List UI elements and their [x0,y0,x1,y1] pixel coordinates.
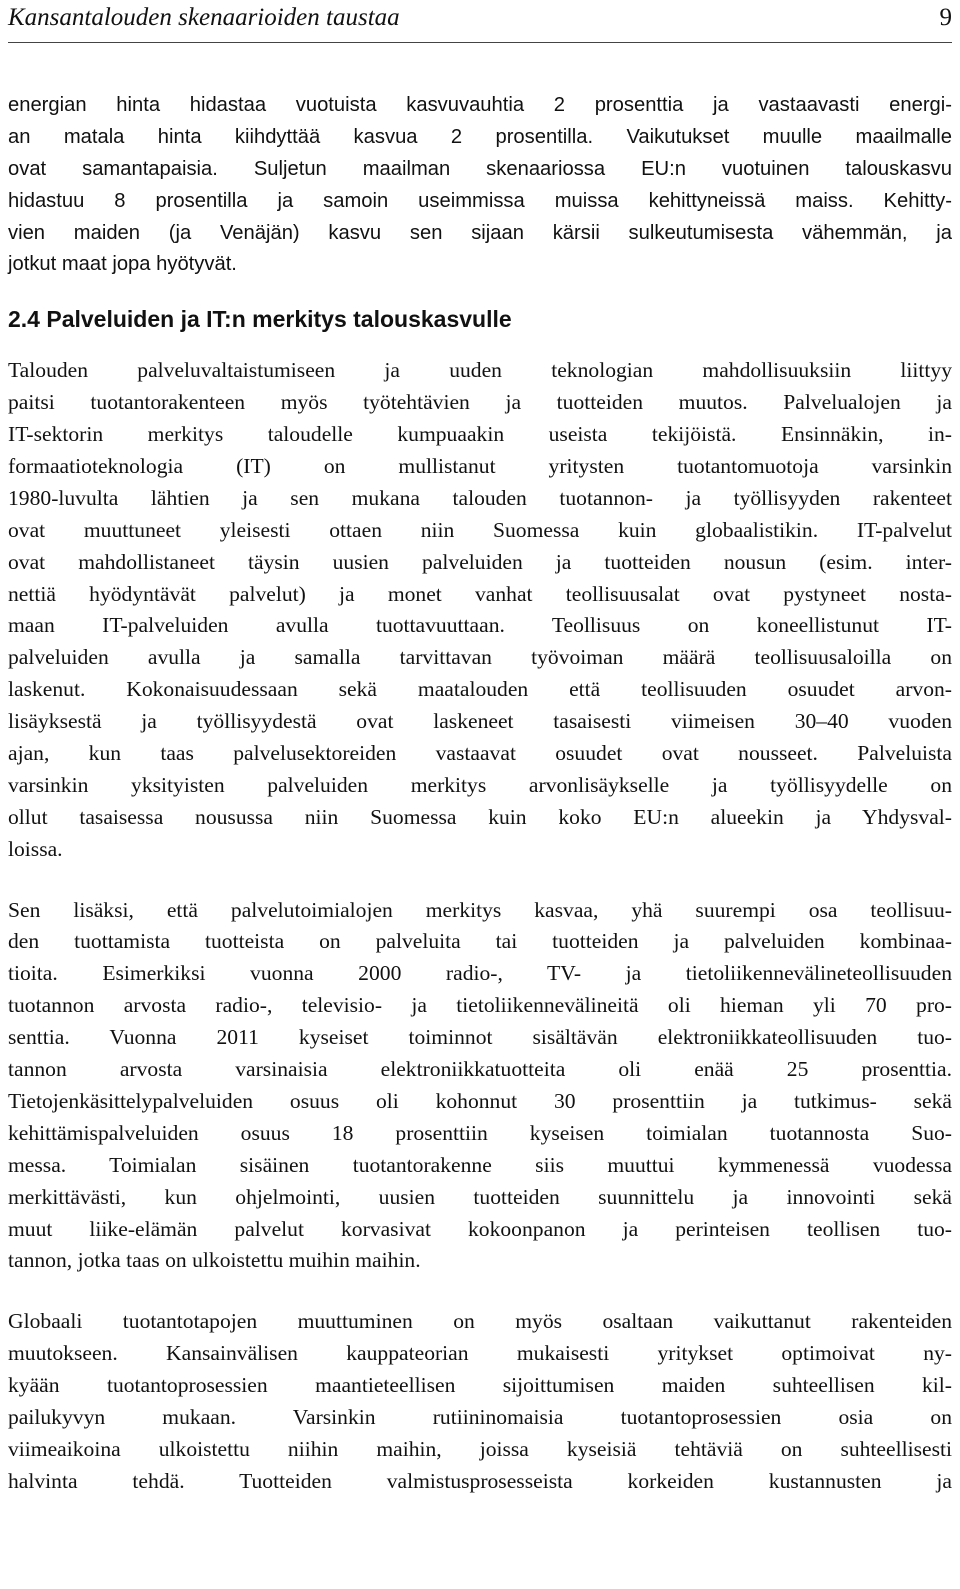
paragraph-service-products [8,895,952,1278]
running-header [8,0,952,36]
text-line: Tietojenkäsittelypalveluiden osuus oli kohonnut 30 prosenttiin ja tutkimus- sekä [8,1088,952,1113]
page-body [8,90,952,1498]
text-line: ovat samantapaisia. Suljetun maailman skenaariossa EU:n vuotuinen talouskasvu [8,157,952,180]
text-line: 1980-luvulta lähtien ja sen mukana talouden tuotannon- ja työllisyyden rakenteet [8,485,952,510]
text-line: IT-sektorin merkitys taloudelle kumpuaakin useista tekijöistä. Ensinnäkin, in- [8,422,952,447]
text-line: paitsi tuotantorakenteen myös työtehtävien ja tuotteiden muutos. Palvelualojen ja [8,390,952,415]
running-title: Kansantalouden skenaarioiden taustaa [8,4,400,31]
text-line: laskenut. Kokonaisuudessaan sekä maatalouden että teollisuuden osuudet arvon- [8,677,952,702]
text-line: tioita. Esimerkiksi vuonna 2000 radio-, TV- ja tietoliikennevälineteollisuuden [8,961,952,986]
text-line: kehittämispalveluiden osuus 18 prosenttiin kyseisen toimialan tuotannosta Suo- [8,1120,952,1145]
text-line: pailukyvyn mukaan. Varsinkin rutiininomaisia tuotantoprosessien osia on [8,1404,952,1429]
text-line: formaatioteknologia (IT) on mullistanut yritysten tuotantomuotoja varsinkin [8,454,952,479]
text-line: tannon arvosta varsinaisia elektroniikkatuotteita oli enää 25 prosenttia. [8,1057,952,1082]
text-line: tuotannon arvosta radio-, televisio- ja tietoliikennevälineitä oli hieman yli 70 pro- [8,993,952,1018]
header-rule [8,42,952,43]
text-line: jotkut maat jopa hyötyvät. [8,253,237,276]
text-line: Globaali tuotantotapojen muuttuminen on myös osaltaan vaikuttanut rakenteiden [8,1309,952,1334]
text-line: messa. Toimialan sisäinen tuotantorakenne siis muuttui kymmenessä vuodessa [8,1152,952,1177]
text-line: Talouden palveluvaltaistumiseen ja uuden teknologian mahdollisuuksiin liittyy [8,358,952,383]
paragraph-global-production [8,1306,952,1497]
paragraph-it-services [8,355,952,865]
text-line: loissa. [8,836,63,861]
text-line: halvinta tehdä. Tuotteiden valmistusprosesseista korkeiden kustannusten ja [8,1468,952,1493]
text-line: varsinkin yksityisten palveluiden merkitys arvonlisäykselle ja työllisyydelle on [8,772,952,797]
text-line: ollut tasaisessa nousussa niin Suomessa kuin koko EU:n alueekin ja Yhdysval- [8,804,952,829]
text-line: ajan, kun taas palvelusektoreiden vastaavat osuudet ovat nousseet. Palveluista [8,741,952,766]
page-number: 9 [939,4,952,31]
text-line: merkittävästi, kun ohjelmointi, uusien tuotteiden suunnittelu ja innovointi sekä [8,1184,952,1209]
text-line: hidastuu 8 prosentilla ja samoin useimmissa muissa kehittyneissä maiss. Kehitty- [8,189,952,212]
text-line: muutokseen. Kansainvälisen kauppateorian mukaisesti yritykset optimoivat ny- [8,1341,952,1366]
text-line: muut liike-elämän palvelut korvasivat kokoonpanon ja perinteisen teollisen tuo- [8,1216,952,1241]
text-line: senttia. Vuonna 2011 kyseiset toiminnot sisältävän elektroniikkateollisuuden tuo- [8,1025,952,1050]
text-line: maan IT-palveluiden avulla tuottavuuttaan. Teollisuus on koneellistunut IT- [8,613,952,638]
text-line: den tuottamista tuotteista on palveluita tai tuotteiden ja palveluiden kombinaa- [8,929,952,954]
text-line: palveluiden avulla ja samalla tarvittavan työvoiman määrä teollisuusaloilla on [8,645,952,670]
text-line: nettiä hyödyntävät palvelut) ja monet vanhat teollisuusalat ovat pystyneet nosta- [8,581,952,606]
text-line: tannon, jotka taas on ulkoistettu muihin maihin. [8,1248,421,1273]
text-line: ovat mahdollistaneet täysin uusien palveluiden ja tuotteiden nousun (esim. inter- [8,549,952,574]
intro-paragraph [8,90,952,281]
text-line: kyään tuotantoprosessien maantieteellisen sijoittumisen maiden suhteellisen kil- [8,1373,952,1398]
text-line: an matala hinta kiihdyttää kasvua 2 prosentilla. Vaikutukset muulle maailmalle [8,125,952,148]
text-line: energian hinta hidastaa vuotuista kasvuvauhtia 2 prosenttia ja vastaavasti energi- [8,94,952,116]
text-line: lisäyksestä ja työllisyydestä ovat laskeneet tasaisesti viimeisen 30–40 vuoden [8,709,952,734]
text-line: vien maiden (ja Venäjän) kasvu sen sijaan kärsii sulkeutumisesta vähemmän, ja [8,221,952,244]
text-line: ovat muuttuneet yleisesti ottaen niin Suomessa kuin globaalistikin. IT-palvelut [8,517,952,542]
text-line: viimeaikoina ulkoistettu niihin maihin, joissa kyseisiä tehtäviä on suhteellisesti [8,1436,952,1461]
section-heading: 2.4 Palveluiden ja IT:n merkitys talouskasvulle [8,306,512,333]
text-line: Sen lisäksi, että palvelutoimialojen merkitys kasvaa, yhä suurempi osa teollisuu- [8,897,952,922]
